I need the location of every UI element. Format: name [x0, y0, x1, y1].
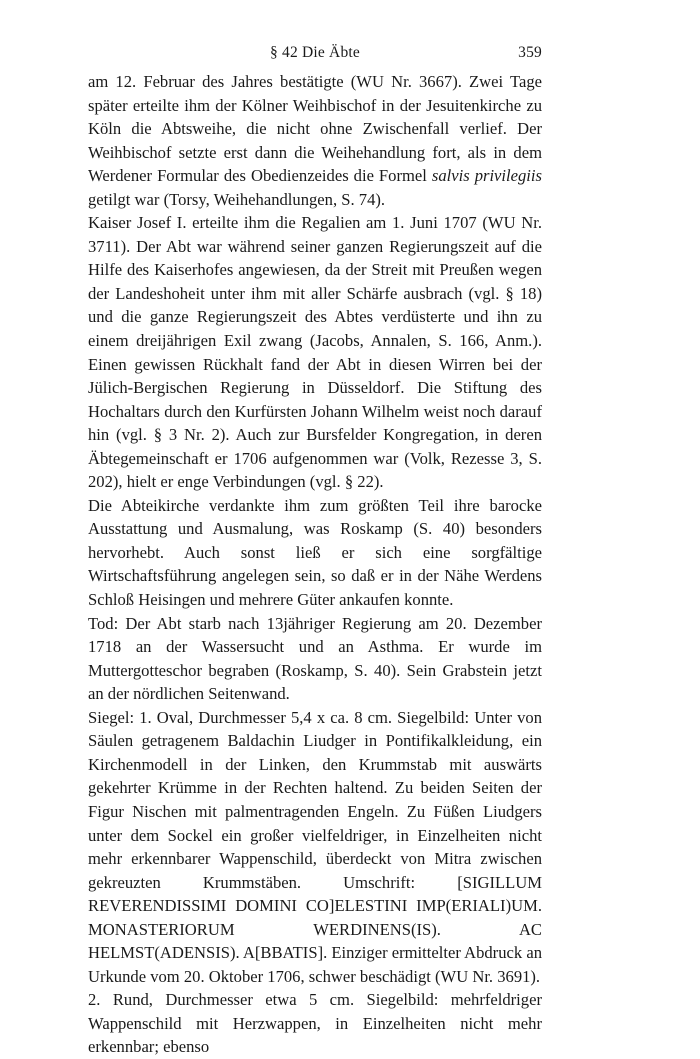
- paragraph-3: [88, 494, 542, 612]
- running-head: [88, 44, 542, 66]
- text-segment: Siegel: 1. Oval, Durchmesser 5,4 x ca. 8 cm. Siegelbild: Unter von Säulen getragenem Baldachin Liudger in Pontifikalkleidung, ein Kirchenmodell in der Linken, den Krummstab mit auswärts gekehrter Krümme in der Rechten haltend. Zu beiden Seiten der Figur Nischen mit palmentragenden Engeln. Zu Füßen Liudgers unter dem Sockel ein großer vielfeldriger, in Einzelheiten nicht mehr erkennbarer Wappenschild, überdeckt von Mitra zwischen gekreuzten Krummstäben. Umschrift: [SIGILLUM REVERENDISSIMI DOMINI CO]ELESTINI IMP(ERIALI)UM. MONASTERIORUM WERDINENS(IS). AC HELMST(ADENSIS). A[BBATIS]. Einziger ermittelter Abdruck an Urkunde vom 20. Oktober 1706, schwer beschädigt (WU Nr. 3691).: [88, 707, 542, 986]
- text-segment: Tod: Der Abt starb nach 13jähriger Regierung am 20. Dezember 1718 an der Wassersucht und an Asthma. Er wurde im Muttergotteschor begraben (Roskamp, S. 40). Sein Grabstein jetzt an der nördlichen Seitenwand.: [88, 613, 542, 704]
- latin-phrase: salvis privilegiis: [431, 166, 542, 186]
- text-segment: am 12. Februar des Jahres bestätigte (WU Nr. 3667). Zwei Tage später erteilte ihm der Kölner Weihbischof in der Jesuitenkirche zu Köln die Abtsweihe, die nicht ohne Zwischenfall verlief. Der Weihbischof setzte erst dann die Weihehandlung fort, als in dem Werdener Formular des Obedienzeides die Formel: [88, 72, 542, 186]
- page-number: 359: [518, 44, 542, 61]
- paragraph-death: [88, 612, 542, 706]
- text-segment: 2. Rund, Durchmesser etwa 5 cm. Siegelbild: mehrfeldriger Wappenschild mit Herzwappen, in Einzelheiten nicht mehr erkennbar; ebenso: [88, 990, 542, 1057]
- text-segment: Die Abteikirche verdankte ihm zum größten Teil ihre barocke Ausstattung und Ausmalung, was Roskamp (S. 40) besonders hervorhebt. Auch sonst ließ er sich eine sorgfältige Wirtschaftsführung angelegen sein, so daß er in der Nähe Werdens Schloß Heisingen und mehrere Güter ankaufen konnte.: [88, 495, 542, 610]
- paragraph-seal-2: [88, 988, 542, 1059]
- text-segment: Kaiser Josef I. erteilte ihm die Regalien am 1. Juni 1707 (WU Nr. 3711). Der Abt war während seiner ganzen Regierungszeit auf die Hilfe des Kaiserhofes angewiesen, da der Streit mit Preußen wegen der Landeshoheit unter ihm mit aller Schärfe ausbrach (vgl. § 18) und die ganze Regierungszeit des Abtes verdüsterte und ihn zu einem dreijährigen Exil zwang (Jacobs, Annalen, S. 166, Anm.). Einen gewissen Rückhalt fand der Abt in diesen Wirren bei der Jülich-Bergischen Regierung in Düsseldorf. Die Stiftung des Hochaltars durch den Kurfürsten Johann Wilhelm weist noch darauf hin (vgl. § 3 Nr. 2). Auch zur Bursfelder Kongregation, in deren Äbtegemeinschaft er 1706 aufgenommen war (Volk, Rezesse 3, S. 202), hielt er enge Verbindungen (vgl. § 22).: [88, 213, 542, 492]
- text-segment: getilgt war (Torsy, Weihehandlungen, S. 74).: [88, 189, 386, 209]
- section-title: § 42 Die Äbte: [270, 44, 360, 61]
- paragraph-seal-1: [88, 706, 542, 989]
- body-text: [88, 70, 542, 1059]
- paragraph-1: [88, 70, 542, 211]
- paragraph-2: [88, 211, 542, 494]
